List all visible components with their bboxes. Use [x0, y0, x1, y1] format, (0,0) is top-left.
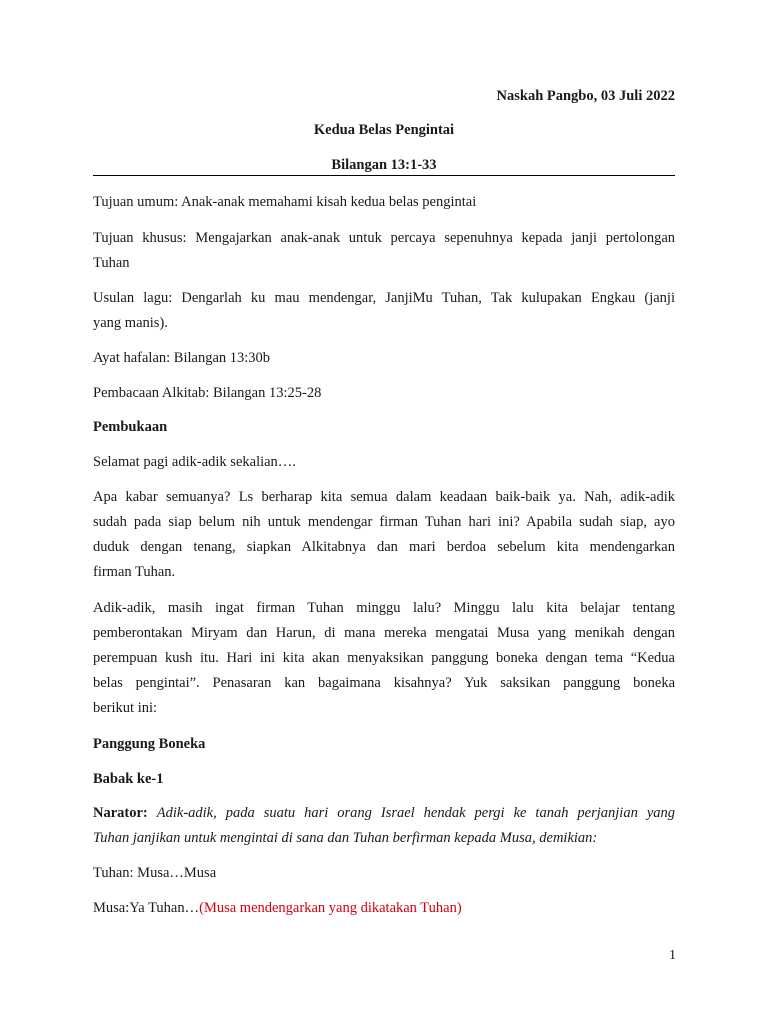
- usulan-lagu-line-1: Usulan lagu: Dengarlah ku mau mendengar, JanjiMu Tuhan, Tak kulupakan Engkau (janji: [93, 290, 675, 306]
- paragraph-line: Adik-adik, masih ingat firman Tuhan minggu lalu? Minggu lalu kita belajar tentang: [93, 600, 675, 616]
- section-heading-panggung-boneka: Panggung Boneka: [93, 736, 206, 752]
- title-divider: [93, 175, 675, 176]
- act-heading: Babak ke-1: [93, 771, 164, 787]
- pembacaan-alkitab: Pembacaan Alkitab: Bilangan 13:25-28: [93, 385, 322, 401]
- narrator-text: Adik-adik, pada suatu hari orang Israel hendak pergi ke tanah perjanjian yang: [156, 805, 675, 821]
- tujuan-khusus-line-1: Tujuan khusus: Mengajarkan anak-anak untuk percaya sepenuhnya kepada janji pertolongan: [93, 230, 675, 246]
- paragraph-line: Apa kabar semuanya? Ls berharap kita semua dalam keadaan baik-baik ya. Nah, adik-adik: [93, 489, 675, 505]
- section-heading-pembukaan: Pembukaan: [93, 419, 168, 435]
- tujuan-umum: Tujuan umum: Anak-anak memahami kisah kedua belas pengintai: [93, 194, 477, 210]
- page-number: 1: [669, 948, 676, 963]
- narrator-line-2: Tuhan janjikan untuk mengintai di sana dan Tuhan berfirman kepada Musa, demikian:: [93, 830, 598, 846]
- greeting: Selamat pagi adik-adik sekalian….: [93, 454, 296, 470]
- paragraph-line: sudah pada siap belum nih untuk mendengar firman Tuhan hari ini? Apabila sudah siap, ayo: [93, 514, 675, 530]
- paragraph-line: berikut ini:: [93, 700, 158, 716]
- dialogue-line-tuhan: Tuhan: Musa…Musa: [93, 865, 217, 881]
- scripture-reference: Bilangan 13:1-33: [331, 157, 437, 173]
- musa-dialogue-text: Musa:Ya Tuhan…: [93, 900, 200, 916]
- stage-direction: (Musa mendengarkan yang dikatakan Tuhan): [199, 900, 462, 916]
- narrator-line-1: [93, 805, 675, 825]
- ayat-hafalan: Ayat hafalan: Bilangan 13:30b: [93, 350, 271, 366]
- dialogue-line-musa: [93, 900, 462, 917]
- usulan-lagu-line-2: yang manis).: [93, 315, 168, 331]
- paragraph-line: duduk dengan tenang, siapkan Alkitabnya dan mari berdoa sebelum kita mendengarkan: [93, 539, 675, 555]
- tujuan-khusus-line-2: Tuhan: [93, 255, 130, 271]
- document-meta: Naskah Pangbo, 03 Juli 2022: [496, 88, 675, 104]
- paragraph-line: perempuan kush itu. Hari ini kita akan menyaksikan panggung boneka dengan tema “Kedua: [93, 650, 675, 666]
- paragraph-line: pemberontakan Miryam dan Harun, di mana mereka mengatai Musa yang menikah dengan: [93, 625, 675, 641]
- document-title: Kedua Belas Pengintai: [313, 122, 455, 138]
- paragraph-line: belas pengintai”. Penasaran kan bagaimana kisahnya? Yuk saksikan panggung boneka: [93, 675, 675, 691]
- narrator-label: Narator:: [93, 805, 148, 821]
- paragraph-line: firman Tuhan.: [93, 564, 176, 580]
